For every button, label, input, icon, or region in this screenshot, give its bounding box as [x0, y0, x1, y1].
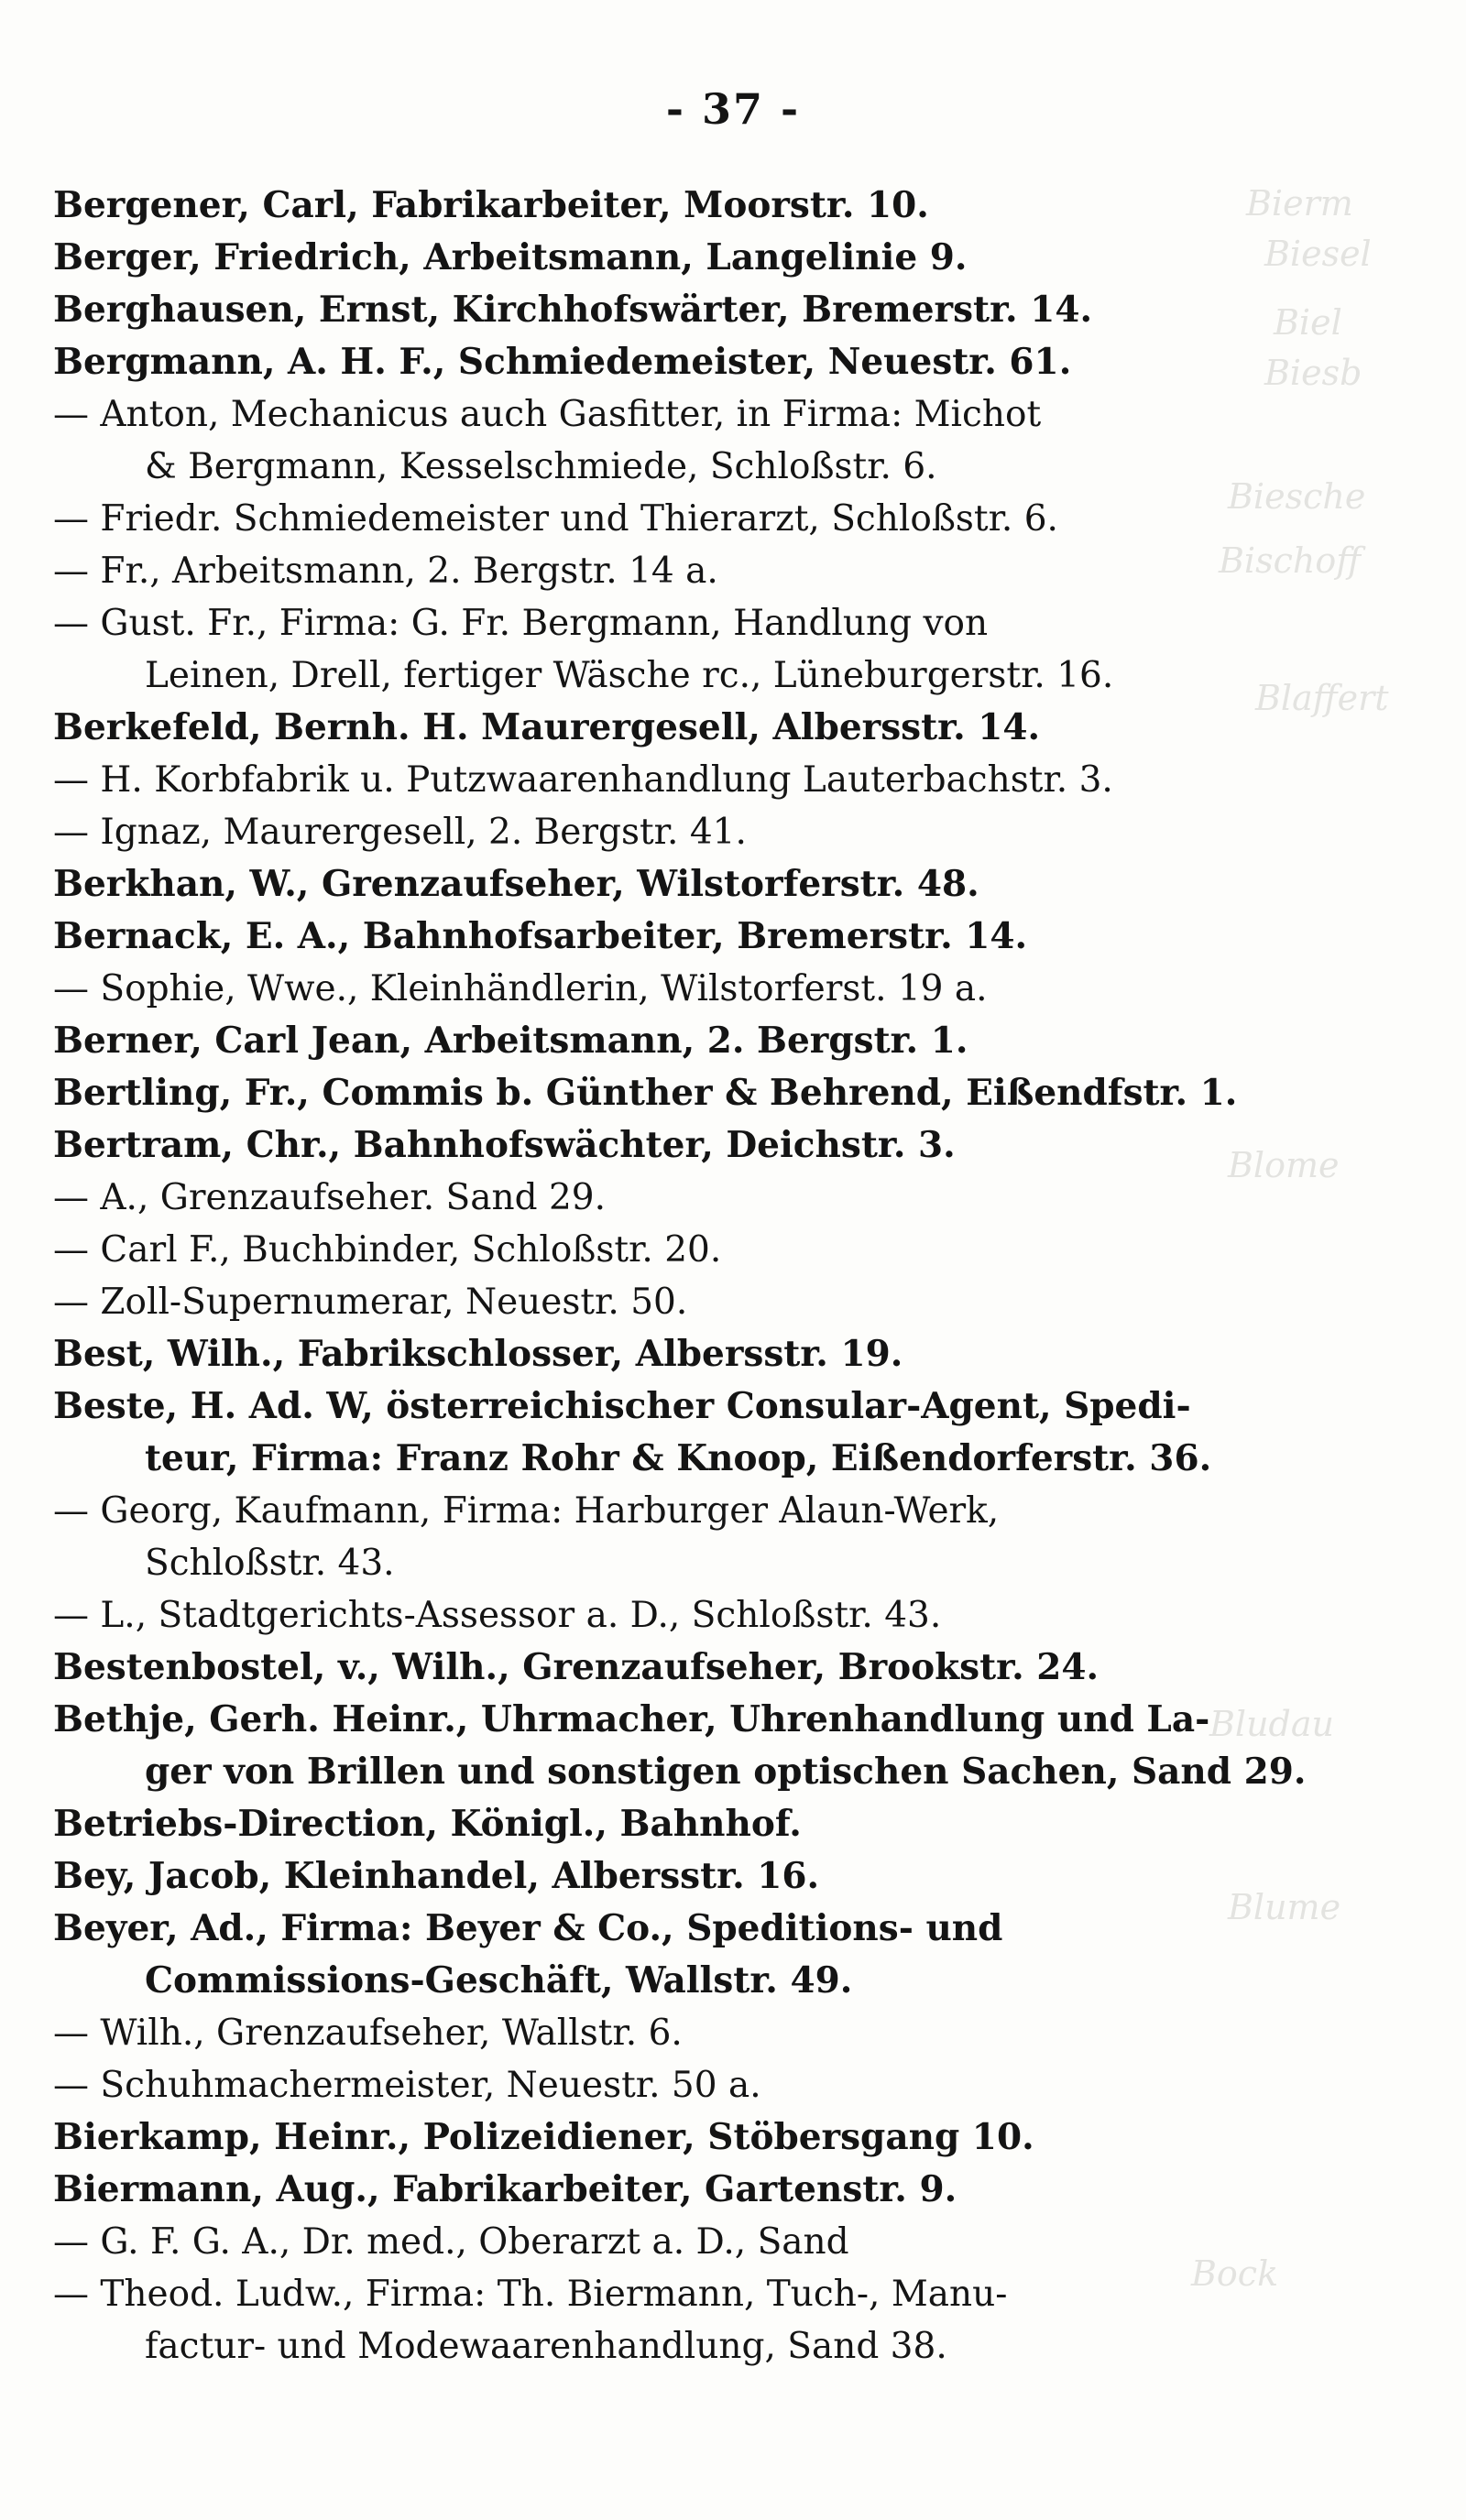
directory-entry: [53, 284, 1235, 336]
directory-entry: [53, 1172, 1235, 1224]
entry-text: — Theod. Ludw., Firma: Th. Biermann, Tuch-, Manu-: [53, 2274, 1008, 2315]
show-through-text: Biel: [1274, 302, 1342, 343]
entry-text: Bertram, Chr., Bahnhofswächter, Deichstr. 3.: [53, 1124, 956, 1166]
entry-text: Biermann, Aug., Fabrikarbeiter, Gartenstr. 9.: [53, 2168, 957, 2210]
directory-entry: [53, 2164, 1235, 2216]
directory-entry: [53, 493, 1235, 545]
directory-entry: [53, 232, 1235, 284]
entry-text: — Wilh., Grenzaufseher, Wallstr. 6.: [53, 2013, 683, 2054]
show-through-text: Bierm: [1246, 183, 1353, 224]
directory-entry: [53, 806, 1235, 858]
entry-continuation: & Bergmann, Kesselschmiede, Schloßstr. 6.: [145, 446, 937, 487]
show-through-text: Biesel: [1264, 234, 1372, 274]
entry-text: — Ignaz, Maurergesell, 2. Bergstr. 41.: [53, 812, 747, 853]
show-through-text: Bischoff: [1219, 540, 1362, 581]
show-through-text: Biesche: [1228, 476, 1366, 517]
entry-text: Bethje, Gerh. Heinr., Uhrmacher, Uhrenhandlung und La-: [53, 1698, 1210, 1740]
entry-continuation: ger von Brillen und sonstigen optischen Sachen, Sand 29.: [145, 1751, 1307, 1793]
entry-text: — H. Korbfabrik u. Putzwaarenhandlung Lauterbachstr. 3.: [53, 759, 1113, 801]
entry-text: — Sophie, Wwe., Kleinhändlerin, Wilstorferst. 19 a.: [53, 968, 988, 1009]
entry-text: — Friedr. Schmiedemeister und Thierarzt, Schloßstr. 6.: [53, 498, 1058, 540]
entry-text: Bestenbostel, v., Wilh., Grenzaufseher, Brookstr. 24.: [53, 1646, 1100, 1688]
directory-entry: [53, 1015, 1235, 1067]
entry-text: — Schuhmachermeister, Neuestr. 50 a.: [53, 2065, 761, 2106]
directory-entry: [53, 963, 1235, 1015]
directory-entry: [53, 911, 1235, 963]
entry-text: — G. F. G. A., Dr. med., Oberarzt a. D., Sand: [53, 2221, 849, 2263]
directory-entry: [53, 1067, 1238, 1119]
directory-entry: [53, 1224, 1235, 1276]
entry-continuation: Commissions-Geschäft, Wallstr. 49.: [145, 1959, 853, 2002]
entry-text: Beste, H. Ad. W, österreichischer Consular-Agent, Spedi-: [53, 1385, 1191, 1427]
entry-text: — Zoll-Supernumerar, Neuestr. 50.: [53, 1282, 688, 1323]
directory-entry: [53, 388, 1235, 493]
entry-continuation: Schloßstr. 43.: [145, 1543, 395, 1584]
directory-entry: [53, 2111, 1235, 2164]
show-through-text: Bock: [1191, 2253, 1279, 2294]
entry-text: — Fr., Arbeitsmann, 2. Bergstr. 14 a.: [53, 551, 718, 592]
directory-entry: [53, 1642, 1235, 1694]
directory-entry: [53, 1485, 1235, 1589]
entry-text: Beyer, Ad., Firma: Beyer & Co., Speditions- und: [53, 1907, 1003, 1949]
show-through-text: Biesb: [1264, 353, 1362, 393]
show-through-text: Blume: [1228, 1887, 1341, 1927]
directory-entry: [53, 858, 1235, 911]
directory-entry: [53, 597, 1235, 702]
entry-continuation: factur- und Modewaarenhandlung, Sand 38.: [145, 2326, 947, 2367]
entry-text: Berkhan, W., Grenzaufseher, Wilstorferstr. 48.: [53, 863, 979, 905]
entry-text: Berner, Carl Jean, Arbeitsmann, 2. Bergstr. 1.: [53, 1020, 968, 1062]
directory-entry: [53, 1119, 1235, 1172]
entry-text: Bey, Jacob, Kleinhandel, Albersstr. 16.: [53, 1855, 820, 1897]
entry-text: Berger, Friedrich, Arbeitsmann, Langelinie 9.: [53, 236, 968, 278]
directory-entry: [53, 1380, 1235, 1485]
directory-entry: [53, 2059, 1235, 2111]
entry-text: — Carl F., Buchbinder, Schloßstr. 20.: [53, 1229, 722, 1271]
directory-entry: [53, 336, 1235, 388]
entry-text: Bergmann, A. H. F., Schmiedemeister, Neuestr. 61.: [53, 341, 1072, 383]
directory-entry: [53, 702, 1235, 754]
entry-continuation: teur, Firma: Franz Rohr & Knoop, Eißendorferstr. 36.: [145, 1437, 1212, 1479]
show-through-text: Bludau: [1209, 1704, 1335, 1744]
page-number: - 37 -: [665, 84, 801, 134]
entry-text: Bierkamp, Heinr., Polizeidiener, Stöbersgang 10.: [53, 2116, 1034, 2158]
directory-entry: [53, 545, 1235, 597]
entry-text: Best, Wilh., Fabrikschlosser, Albersstr. 19.: [53, 1333, 903, 1375]
entry-text: Bergener, Carl, Fabrikarbeiter, Moorstr. 10.: [53, 184, 929, 226]
entry-text: — A., Grenzaufseher. Sand 29.: [53, 1177, 607, 1218]
directory-entry: [53, 1850, 1235, 1903]
entry-text: Betriebs-Direction, Königl., Bahnhof.: [53, 1803, 802, 1845]
show-through-text: Blome: [1228, 1145, 1340, 1185]
entry-text: — Gust. Fr., Firma: G. Fr. Bergmann, Handlung von: [53, 603, 989, 644]
directory-entry: [53, 180, 1235, 232]
entry-text: Bernack, E. A., Bahnhofsarbeiter, Bremerstr. 14.: [53, 915, 1028, 957]
entry-text: — L., Stadtgerichts-Assessor a. D., Schloßstr. 43.: [53, 1595, 942, 1636]
entry-text: Bertling, Fr., Commis b. Günther & Behrend, Eißendfstr. 1.: [53, 1072, 1238, 1114]
directory-entry: [53, 754, 1235, 806]
directory-entry: [53, 1903, 1235, 2007]
entry-text: — Anton, Mechanicus auch Gasfitter, in Firma: Michot: [53, 394, 1042, 435]
entry-text: Berkefeld, Bernh. H. Maurergesell, Albersstr. 14.: [53, 706, 1041, 748]
directory-entry: [53, 1328, 1235, 1380]
directory-entry: [53, 2268, 1235, 2373]
directory-entry: [53, 2007, 1235, 2059]
directory-entry: [53, 2216, 1235, 2268]
directory-entry: [53, 1276, 1235, 1328]
entry-text: — Georg, Kaufmann, Firma: Harburger Alaun-Werk,: [53, 1490, 1000, 1532]
directory-entry: [53, 1589, 1235, 1642]
show-through-text: Blaffert: [1255, 678, 1389, 718]
entry-text: Berghausen, Ernst, Kirchhofswärter, Bremerstr. 14.: [53, 289, 1093, 331]
directory-entry: [53, 1798, 1235, 1850]
entry-continuation: Leinen, Drell, fertiger Wäsche rc., Lüneburgerstr. 16.: [145, 655, 1114, 696]
